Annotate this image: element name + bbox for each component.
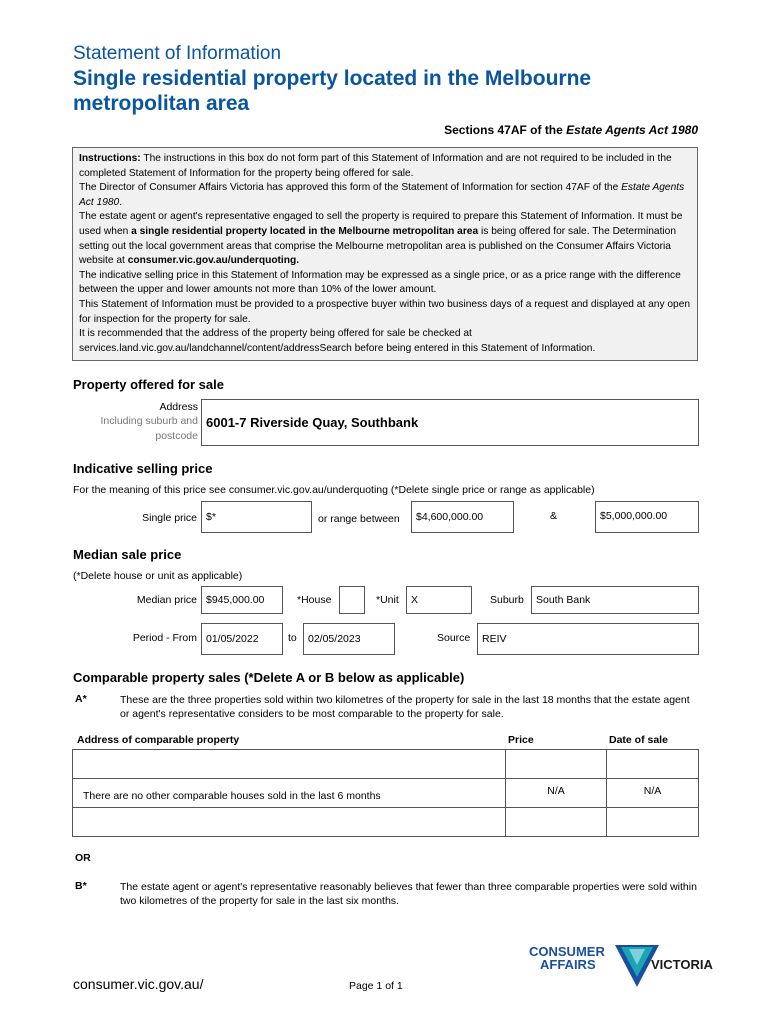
- comparable-address-cell[interactable]: [73, 750, 506, 779]
- consumer-affairs-victoria-logo: [529, 944, 713, 990]
- sections-reference: [444, 123, 698, 137]
- address-label: Address: [159, 401, 198, 413]
- logo-line-1: CONSUMER: [529, 944, 605, 959]
- unit-label: *Unit: [376, 594, 399, 606]
- col-address-header: Address of comparable property: [77, 734, 240, 746]
- house-label: *House: [297, 594, 332, 606]
- instructions-label: Instructions:: [79, 153, 141, 164]
- table-row: [73, 808, 699, 837]
- underquoting-link[interactable]: consumer.vic.gov.au/underquoting.: [127, 255, 300, 267]
- instructions-para-6: It is recommended that the address of the property being offered for sale be checked at services.land.vic.gov.au/landchannel/content/addressSearch before being entered in this Statement of Information.: [79, 328, 596, 354]
- suburb-field[interactable]: South Bank: [531, 586, 699, 614]
- indicative-note: For the meaning of this price see consumer.vic.gov.au/underquoting (*Delete single price or range as applicable): [73, 484, 595, 496]
- option-b-text: The estate agent or agent's representative reasonably believes that fewer than three comparable properties were sold within two kilometres of the property for sale in the last six months.: [120, 881, 697, 907]
- comparable-address-cell[interactable]: [73, 808, 506, 837]
- sections-act: Estate Agents Act 1980: [566, 123, 698, 137]
- period-to-field[interactable]: 02/05/2023: [303, 623, 395, 655]
- address-sublabel-2: postcode: [155, 430, 198, 442]
- instructions-para-4: The indicative selling price in this Statement of Information may be expressed as a single price, or as a price range with the difference between the upper and lower amounts not more than 10% of the lower amount.: [79, 269, 681, 296]
- source-field[interactable]: REIV: [477, 623, 699, 655]
- col-date-header: Date of sale: [609, 734, 668, 746]
- footer-website[interactable]: consumer.vic.gov.au/: [73, 976, 204, 992]
- comparable-address-cell[interactable]: There are no other comparable houses sold in the last 6 months: [73, 779, 506, 808]
- comparable-table: [72, 749, 699, 837]
- address-field[interactable]: 6001-7 Riverside Quay, Southbank: [201, 399, 699, 446]
- source-label: Source: [437, 632, 471, 644]
- period-to-label: to: [288, 632, 297, 644]
- instructions-para-2: The Director of Consumer Affairs Victoria has approved this form of the Statement of Information for section 47AF of the Estate Agents Act 1980.: [79, 182, 685, 208]
- comparable-heading: Comparable property sales (*Delete A or B below as applicable): [73, 670, 465, 685]
- instructions-para-5: This Statement of Information must be provided to a prospective buyer within two business days of a request and displayed at any open for inspection for the property for sale.: [79, 298, 691, 325]
- document-title: Single residential property located in the Melbourne metropolitan area: [73, 67, 592, 115]
- comparable-price-cell[interactable]: [506, 808, 607, 837]
- comparable-date-cell[interactable]: [607, 750, 699, 779]
- option-b-label: B*: [75, 880, 87, 892]
- option-a-text: These are the three properties sold within two kilometres of the property for sale in the last 18 months that the estate agent or agent's representative considers to be most comparable to the property for sale.: [120, 694, 690, 720]
- logo-line-3: VICTORIA: [651, 957, 713, 972]
- comparable-price-cell[interactable]: [506, 750, 607, 779]
- indicative-heading: Indicative selling price: [73, 461, 213, 476]
- instructions-para-1: Instructions: The instructions in this box do not form part of this Statement of Information and are not required to be included in the completed Statement of Information for the property being offered for sale.: [79, 153, 672, 179]
- comparable-price-cell[interactable]: N/A: [506, 779, 607, 808]
- range-ampersand: &: [550, 510, 558, 522]
- option-a-label: A*: [75, 693, 87, 705]
- single-price-field[interactable]: $*: [201, 501, 312, 533]
- median-price-field[interactable]: $945,000.00: [201, 586, 283, 614]
- house-field[interactable]: [339, 586, 365, 614]
- document-kicker: Statement of Information: [73, 43, 282, 64]
- range-high-field[interactable]: $5,000,000.00: [595, 501, 699, 533]
- comparable-date-cell[interactable]: [607, 808, 699, 837]
- logo-line-2: AFFAIRS: [540, 957, 596, 972]
- range-label: or range between: [318, 513, 400, 525]
- median-note: (*Delete house or unit as applicable): [73, 570, 243, 582]
- median-price-label: Median price: [136, 594, 197, 606]
- period-from-field[interactable]: 01/05/2022: [201, 623, 283, 655]
- property-heading: Property offered for sale: [73, 377, 224, 392]
- comparable-date-cell[interactable]: N/A: [607, 779, 699, 808]
- range-low-field[interactable]: $4,600,000.00: [411, 501, 514, 533]
- page-number: Page 1 of 1: [349, 980, 403, 992]
- instructions-para-3: The estate agent or agent's representative engaged to sell the property is required to prepare this Statement of Information. It must be used when a single residential property located in the Melbourne metropolitan area is being offered for sale. The Determination setting out the local government areas that comprise the Melbourne metropolitan area is published on the Consumer Affairs Victoria website at consumer.vic.gov.au/underquoting.: [79, 211, 683, 267]
- period-from-label: Period - From: [132, 632, 197, 644]
- sections-prefix: Sections 47AF of the: [444, 123, 563, 137]
- single-price-label: Single price: [142, 512, 197, 524]
- or-divider: OR: [75, 852, 91, 864]
- address-sublabel-1: Including suburb and: [100, 415, 198, 427]
- median-heading: Median sale price: [73, 547, 182, 562]
- suburb-label: Suburb: [490, 594, 524, 606]
- col-price-header: Price: [508, 734, 534, 746]
- table-row: [73, 779, 699, 808]
- table-row: [73, 750, 699, 779]
- unit-field[interactable]: X: [406, 586, 472, 614]
- instructions-box: [72, 147, 698, 361]
